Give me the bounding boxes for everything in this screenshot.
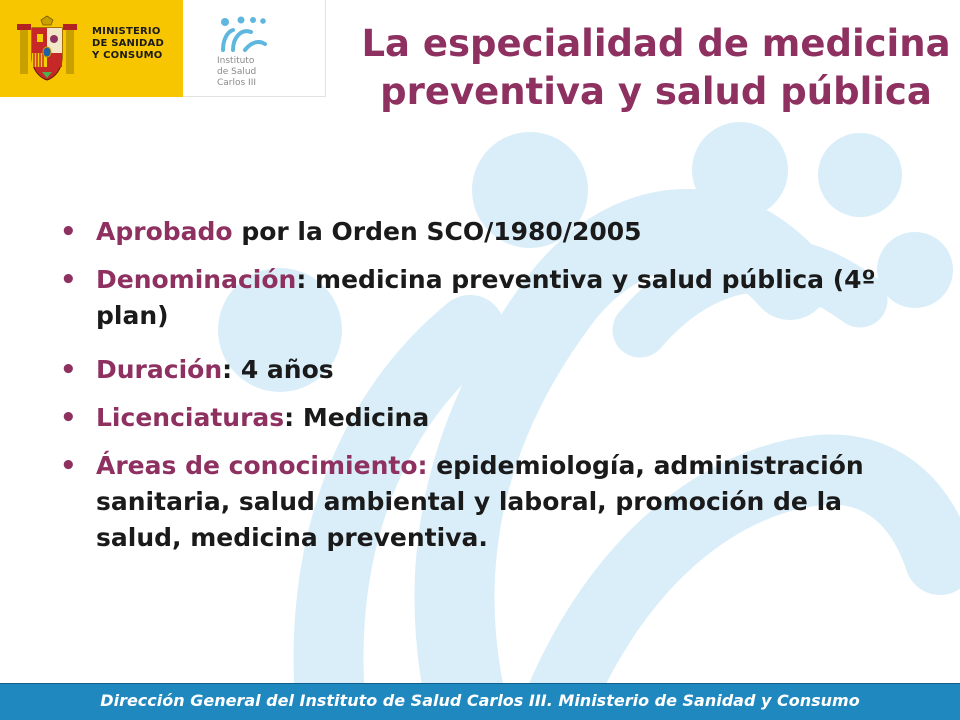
bullet-separator: : — [284, 403, 303, 432]
bullet-list — [60, 214, 920, 574]
bullet-text: por la Orden SCO/1980/2005 — [241, 217, 642, 246]
bullet-separator — [428, 451, 437, 480]
bullet-text: Medicina — [302, 403, 430, 432]
footer-text: Dirección General del Instituto de Salud Carlos III. Ministerio de Sanidad y Consumo — [100, 691, 860, 710]
coat-of-arms-icon — [12, 12, 82, 86]
institute-line-3: Carlos III — [217, 78, 257, 88]
bullet-term: Denominación — [96, 265, 297, 294]
ministry-line-1: MINISTERIO — [92, 26, 161, 37]
bullet-text: 4 años — [240, 355, 334, 384]
bullet-separator — [233, 217, 242, 246]
bullet-separator: : — [222, 355, 241, 384]
bullet-term: Aprobado — [96, 217, 233, 246]
bullet-item — [60, 352, 920, 388]
institute-line-1: Instituto — [217, 56, 255, 66]
bullet-term: Áreas de conocimiento: — [96, 451, 428, 480]
ministry-name — [92, 26, 164, 62]
bullet-term: Duración — [96, 355, 223, 384]
bullet-separator: : — [296, 265, 316, 294]
ministry-line-3: Y CONSUMO — [92, 50, 163, 61]
isciii-logo — [183, 0, 326, 97]
bullet-text: medicina preventiva y salud pública (4º plan) — [96, 265, 876, 330]
footer-bar — [0, 683, 960, 720]
ministry-logo — [0, 0, 183, 97]
bullet-term: Licenciaturas — [96, 403, 285, 432]
bullet-item — [60, 262, 920, 334]
bullet-item — [60, 400, 920, 436]
isciii-logo-icon — [215, 14, 279, 54]
bullet-text: epidemiología, administración sanitaria, salud ambiental y laboral, promoción de la salud, medicina preventiva. — [96, 451, 864, 552]
slide-title: La especialidad de medicina preventiva y salud pública — [361, 22, 951, 113]
bullet-item — [60, 448, 920, 556]
bullet-item — [60, 214, 920, 250]
institute-name — [217, 56, 256, 89]
institute-line-2: de Salud — [217, 67, 257, 77]
ministry-line-2: DE SANIDAD — [92, 38, 164, 49]
